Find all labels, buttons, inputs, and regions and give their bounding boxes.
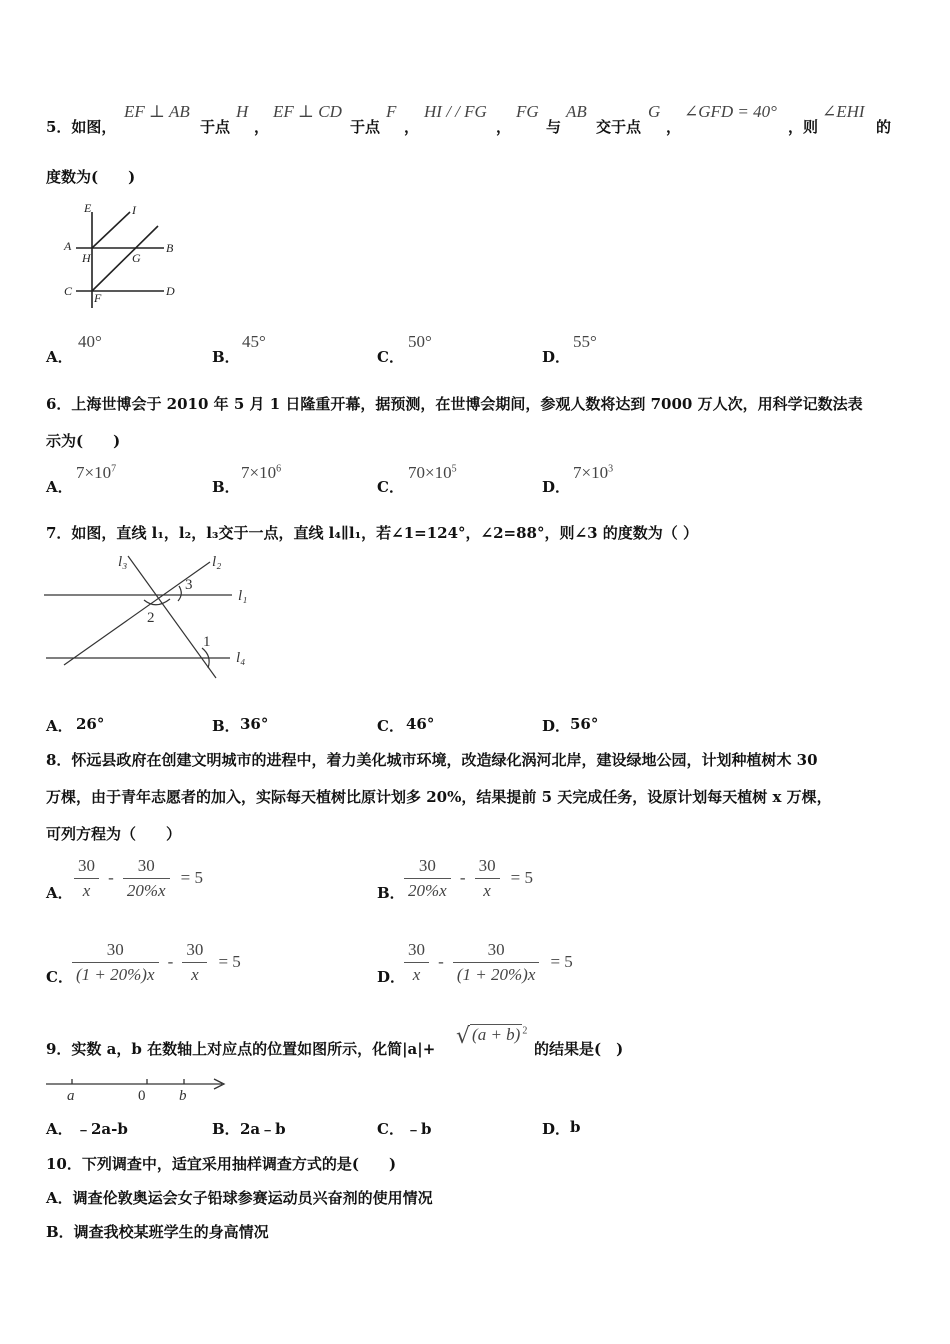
fraction: $\frac{30}{x}$ [475, 856, 500, 901]
q7-option-a-label: A． [46, 717, 73, 735]
q5-option-b-value: 45° [242, 332, 266, 351]
line-l3 [128, 556, 216, 678]
q5-text: 与 [546, 118, 562, 136]
q8-option-d-equation: $\frac{30}{x}$ - $\frac{30}{(1 + 20\%)x}$ = 5 [404, 940, 573, 985]
label-zero: 0 [138, 1088, 146, 1104]
q9-option-a-label: A． [46, 1120, 73, 1138]
q5-math-ab: AB [566, 102, 587, 121]
q6-line1: 6．上海世博会于 2010 年 5 月 1 日隆重开幕，据预测，在世博会期间，参观人数将达到 7000 万人次，用科学记数法表 [46, 395, 863, 413]
label-angle-3: 3 [185, 577, 193, 593]
q5-text: 交于点 [596, 118, 642, 136]
q7-text: 7．如图，直线 l₁，l₂，l₃交于一点，直线 l₄∥l₁，若∠1=124°，∠2=88°，则∠3 的度数为（ ） [46, 524, 698, 542]
fraction: $\frac{30}{(1 + 20\%)x}$ [453, 940, 540, 985]
fraction: $\frac{30}{20\%x}$ [404, 856, 451, 901]
q7-figure [40, 548, 270, 682]
q8-line1: 8．怀远县政府在创建文明城市的进程中，着力美化城市环境，改造绿化涡河北岸，建设绿地公园，计划种植树木 30 [46, 751, 818, 769]
q5-text: 的 [876, 118, 892, 136]
q7-option-d-value: 56° [570, 715, 599, 733]
label-b: B [166, 241, 174, 255]
q5-math-fg: FG [516, 102, 539, 121]
q9-option-a-value: ﹣2a-b [76, 1120, 128, 1138]
q6-option-a-label: A． [46, 478, 73, 496]
q6-option-c-label: C． [377, 478, 404, 496]
label-e: E [84, 201, 92, 215]
q8-option-c-label: C． [46, 968, 73, 986]
q5-math-h: H [236, 102, 249, 121]
q9-option-c-value: ﹣b [406, 1120, 432, 1138]
q9-tail: 的结果是( ) [534, 1040, 624, 1058]
q5-sep: ， [404, 118, 420, 136]
line-fg [92, 226, 158, 291]
q8-option-a-equation: $\frac{30}{x}$ - $\frac{30}{20\%x}$ = 5 [74, 856, 203, 901]
q5-text: 于点 [350, 118, 381, 136]
fraction: $\frac{30}{x}$ [182, 940, 207, 985]
q5-option-a-label: A． [46, 348, 73, 366]
q5-number: 5．如图， [46, 118, 117, 136]
q9-option-b-value: 2a﹣b [240, 1120, 286, 1138]
q5-line2: 度数为( ) [46, 168, 136, 186]
label-l3: l₃ [118, 554, 128, 570]
label-a: A [64, 239, 72, 253]
q5-sep: ， [666, 118, 682, 136]
q7-option-b-value: 36° [240, 715, 269, 733]
q6-option-b-value: $7\times 10^6$ [241, 463, 282, 482]
arc-angle-3 [178, 586, 181, 601]
q5-option-c-value: 50° [408, 332, 432, 351]
label-angle-2: 2 [147, 610, 155, 626]
q7-option-c-value: 46° [406, 715, 435, 733]
q9-number-line [42, 1074, 232, 1104]
q10-option-a: A．调查伦敦奥运会女子铅球参赛运动员兴奋剂的使用情况 [46, 1189, 433, 1207]
fraction: $\frac{30}{x}$ [404, 940, 429, 985]
q5-math-angle-gfd: ∠GFD = 40° [684, 102, 777, 121]
q10-option-b: B．调查我校某班学生的身高情况 [46, 1223, 269, 1241]
q5-figure [58, 198, 188, 310]
label-a: a [67, 1088, 75, 1104]
label-f: F [94, 291, 102, 305]
line-hi [92, 212, 130, 248]
q5-option-c-label: C． [377, 348, 404, 366]
q7-option-a-value: 26° [76, 715, 105, 733]
q5-math-hi-parallel-fg: HI / / FG [424, 102, 487, 121]
label-b: b [179, 1088, 187, 1104]
q6-option-c-value: $70\times 10^5$ [408, 463, 457, 482]
fraction: $\frac{30}{x}$ [74, 856, 99, 901]
fraction: $\frac{30}{(1 + 20\%)x}$ [72, 940, 159, 985]
q5-math-g: G [648, 102, 661, 121]
q5-option-a-value: 40° [78, 332, 102, 351]
sqrt-icon: √ [456, 1024, 471, 1049]
label-d: D [166, 284, 175, 298]
label-angle-1: 1 [203, 634, 211, 650]
q5-option-b-label: B． [212, 348, 240, 366]
q5-math-ef-perp-ab: EF ⊥ AB [124, 102, 190, 121]
q6-line2: 示为( ) [46, 432, 121, 450]
q9-text: 9．实数 a，b 在数轴上对应点的位置如图所示，化简|a|+ [46, 1040, 436, 1058]
q8-option-c-equation: $\frac{30}{(1 + 20\%)x}$ - $\frac{30}{x}$ = 5 [72, 940, 241, 985]
q5-sep: ， [254, 118, 270, 136]
label-l4: l₄ [236, 650, 246, 666]
q8-line3: 可列方程为（ ） [46, 825, 182, 843]
q5-math-ef-perp-cd: EF ⊥ CD [273, 102, 342, 121]
label-g: G [132, 251, 141, 265]
q8-option-d-label: D． [377, 968, 406, 986]
label-c: C [64, 284, 73, 298]
label-l2: l₂ [212, 554, 222, 570]
q8-option-b-label: B． [377, 884, 405, 902]
fraction: $\frac{30}{20\%x}$ [123, 856, 170, 901]
q5-sep: ， [496, 118, 512, 136]
q6-option-a-value: $7\times 10^7$ [76, 463, 117, 482]
q7-option-c-label: C． [377, 717, 404, 735]
q5-math-f: F [386, 102, 397, 121]
q6-option-b-label: B． [212, 478, 240, 496]
q7-option-d-label: D． [542, 717, 571, 735]
q9-option-b-label: B． [212, 1120, 240, 1138]
q8-option-b-equation: $\frac{30}{20\%x}$ - $\frac{30}{x}$ = 5 [404, 856, 533, 901]
q9-option-c-label: C． [377, 1120, 404, 1138]
q9-option-d-value: b [570, 1118, 581, 1136]
q5-option-d-value: 55° [573, 332, 597, 351]
label-l1: l₁ [238, 588, 248, 604]
q5-math-angle-ehi: ∠EHI [822, 102, 865, 121]
q10-text: 10．下列调查中，适宜采用抽样调查方式的是( ) [46, 1155, 397, 1173]
q5-text: ，则 [788, 118, 819, 136]
q6-option-d-label: D． [542, 478, 571, 496]
q7-option-b-label: B． [212, 717, 240, 735]
q8-line2: 万棵，由于青年志愿者的加入，实际每天植树比原计划多 20%，结果提前 5 天完成任务，设原计划每天植树 x 万棵， [46, 788, 832, 806]
q9-sqrt-expression: √ (a + b) $^2$ [456, 1024, 528, 1049]
label-i: I [132, 203, 136, 217]
q5-option-d-label: D． [542, 348, 571, 366]
q9-option-d-label: D． [542, 1120, 571, 1138]
q8-option-a-label: A． [46, 884, 73, 902]
q5-text: 于点 [200, 118, 231, 136]
q6-option-d-value: $7\times 10^3$ [573, 463, 614, 482]
label-h: H [82, 251, 91, 265]
